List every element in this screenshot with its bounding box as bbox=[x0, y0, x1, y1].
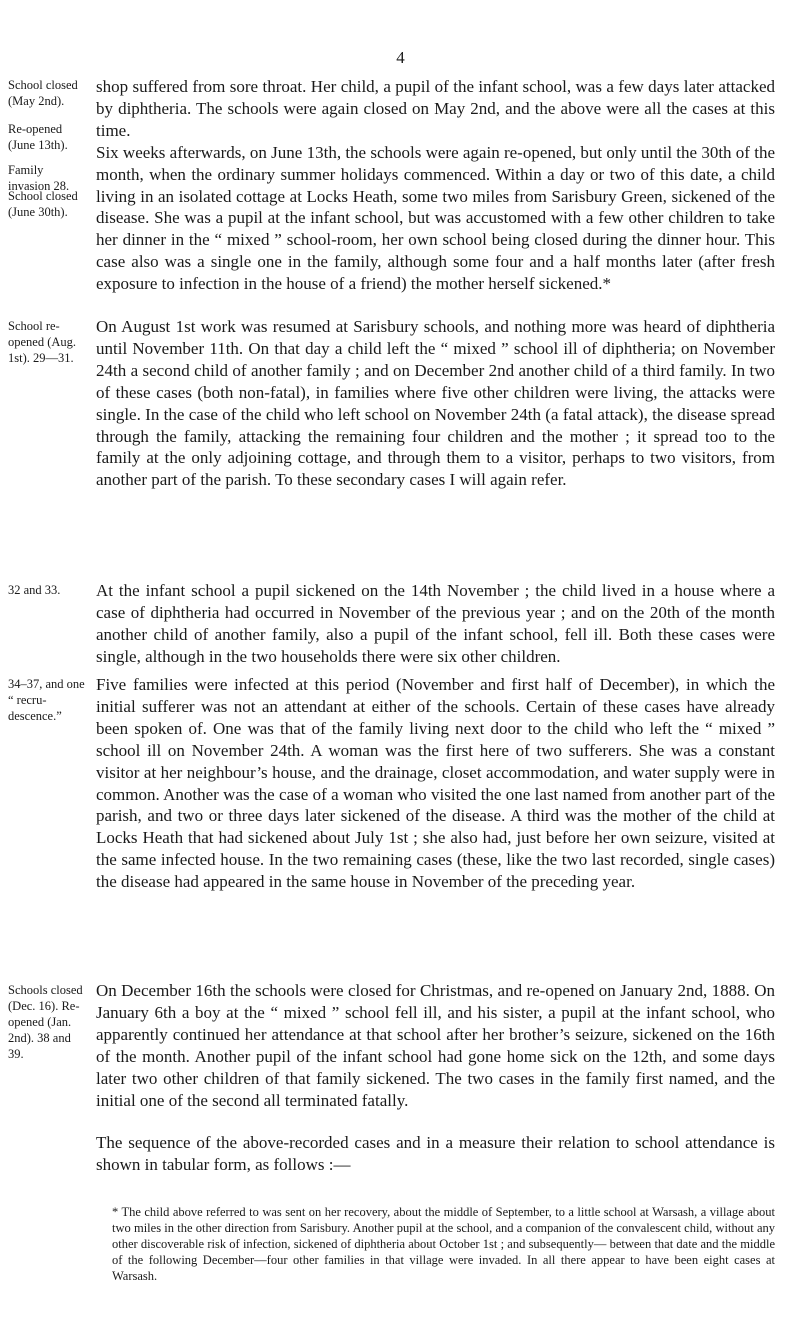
margin-note-cases-34-37: 34–37, and one “ recru-descence.” bbox=[8, 677, 85, 723]
paragraph: Five families were infected at this period (November and first half of December), in which the initial sufferer was not an attendant at either of the schools. Certain of these cases have already been spoken of. One was that of the family living next door to the child who left the “ mixed ” school ill on November 24th. A woman was the first here of two sufferers. She was a constant visitor at her neighbour’s house, and the drainage, closet accommodation, and water supply were in common. Another was the case of a woman who visited the one last named from another part of the parish, and two or three days later sickened of the disease. A third was the mother of the child at Locks Heath that had sickened about July 1st ; she also had, just before her own seizure, visited at the same infected house. In the two remaining cases (these, like the two last recorded, single cases) the disease had appeared in the same house in November of the preceding year. bbox=[96, 675, 775, 892]
body-text bbox=[96, 76, 775, 295]
body-text bbox=[96, 1132, 775, 1176]
paragraph: Six weeks afterwards, on June 13th, the schools were again re-opened, but only until the 30th of the month, when the ordinary summer holidays commenced. Within a day or two of this date, a child living in an isolated cottage at Locks Heath, some two miles from Sarisbury Green, sickened of the disease. She was a pupil at the infant school, but was accustomed with a few other children to take her dinner in the “ mixed ” school-room, her own school being closed during the dinner hour. This case also was a single one in the family, although some four and a half months later (after fresh exposure to infection in the house of a friend) the mother herself sickened.* bbox=[96, 142, 775, 294]
margin-note-cases-32-33: 32 and 33. bbox=[8, 583, 61, 597]
paragraph: The sequence of the above-recorded cases and in a measure their relation to school attendance is shown in tabular form, as follows :— bbox=[96, 1133, 775, 1174]
paragraph: On December 16th the schools were closed for Christmas, and re-opened on January 2nd, 1888. On January 6th a boy at the “ mixed ” school fell ill, and his sister, a pupil at the infant school, who apparently continued her attendance at that school after her brother’s seizure, sickened on the 16th of the month. Another pupil of the infant school had gone home sick on the 12th, and some days later two other children of that family sickened. The two cases in the family first named, and the initial one of the second all terminated fatally. bbox=[96, 981, 775, 1110]
body-text bbox=[96, 580, 775, 668]
margin-note-school-closed-june: School closed (June 30th). bbox=[8, 189, 78, 219]
footnote: * The child above referred to was sent on her recovery, about the middle of September, to a little school at Warsash, a village about two miles in the other direction from Sarisbury. Another pupil at the school, and a companion of the convalescent child, without any other discoverable risk of infection, sickened of diphtheria about October 1st ; and subsequently— between that date and the middle of the following December—four other families in that village were invaded. In all there appear to have been eight cases at Warsash. bbox=[112, 1205, 775, 1283]
body-text bbox=[96, 674, 775, 893]
body-text bbox=[96, 980, 775, 1111]
margin-note-schools-closed-dec: Schools closed (Dec. 16). Re-opened (Jan. 2nd). 38 and 39. bbox=[8, 983, 83, 1061]
paragraph: On August 1st work was resumed at Sarisbury schools, and nothing more was heard of diphtheria until November 11th. On that day a child left the “ mixed ” school ill of diphtheria; on November 24th a second child of another family ; and on December 2nd another child of a third family. In two of these cases (both non-fatal), in families where five other children were living, the attacks were single. In the case of the child who left school on November 24th (a fatal attack), the disease spread through the family, attacking the remaining four children and the mother ; it spread too to the family at the only adjoining cottage, and through them to a visitor, perhaps to two visitors, from another part of the parish. To these secondary cases I will again refer. bbox=[96, 317, 775, 490]
body-text bbox=[96, 316, 775, 491]
paragraph: At the infant school a pupil sickened on the 14th November ; the child lived in a house where a case of diphtheria had occurred in November of the previous year ; and on the 20th of the month another child of another family, also a pupil of the infant school, fell ill. Both these cases were single, although in the two households there were six other children. bbox=[96, 581, 775, 666]
margin-note-family-invasion: Family invasion 28. bbox=[8, 163, 70, 193]
margin-note-school-reopened-aug: School re-opened (Aug. 1st). 29—31. bbox=[8, 319, 77, 365]
margin-note-reopened: Re-opened (June 13th). bbox=[8, 122, 68, 152]
paragraph: shop suffered from sore throat. Her child, a pupil of the infant school, was a few days later attacked by diphtheria. The schools were again closed on May 2nd, and the above were all the cases at this time. bbox=[96, 77, 775, 140]
margin-note-school-closed: School closed (May 2nd). bbox=[8, 78, 78, 108]
page-number: 4 bbox=[396, 48, 405, 67]
